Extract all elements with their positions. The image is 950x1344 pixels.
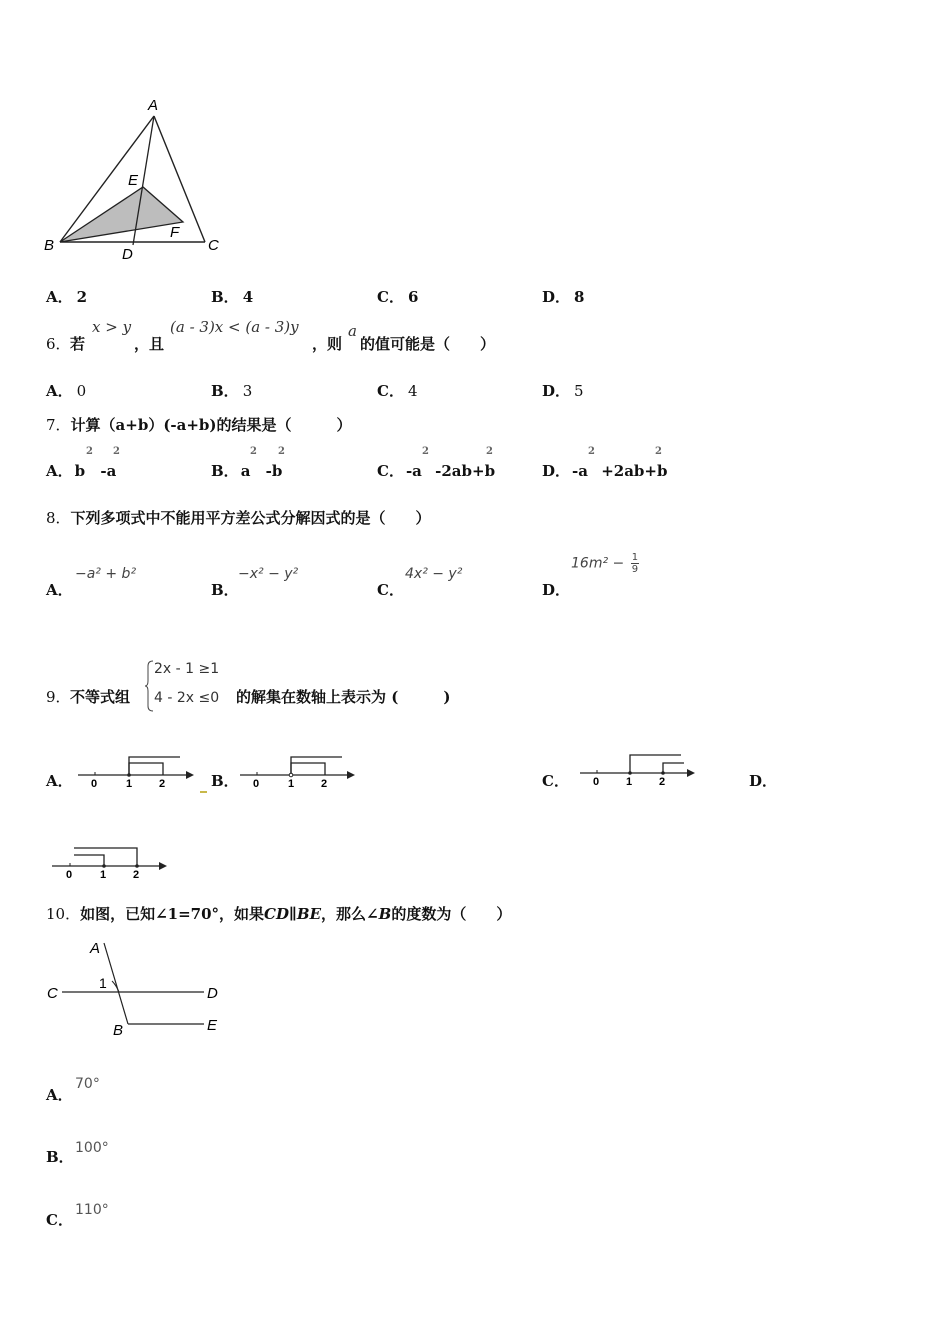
q6-cond2: (a - 3)x < (a - 3)y <box>170 318 299 336</box>
q5-option-b[interactable]: B． 4 <box>211 288 254 306</box>
q10-number: 10． <box>46 905 81 923</box>
q6-option-b[interactable]: B． 3 <box>211 382 253 400</box>
q6-option-c[interactable]: C． 4 <box>377 382 418 400</box>
brace-icon <box>144 660 154 712</box>
q8-number: 8． <box>46 509 71 527</box>
q7-option-c[interactable]: C． -a 2 -2ab+b 2 <box>377 446 496 480</box>
q8-option-c-expr: 4x² − y² <box>405 566 463 582</box>
q8-option-d-expr: 16m² − $\frac{1}{9}$ <box>571 552 639 575</box>
svg-text:0: 0 <box>253 778 260 790</box>
q10-option-b[interactable]: B． <box>46 1148 74 1166</box>
q10-option-c[interactable]: C． <box>46 1211 73 1229</box>
svg-text:2: 2 <box>321 778 328 790</box>
svg-text:1: 1 <box>288 778 295 790</box>
q5-option-c[interactable]: C． 6 <box>377 288 419 306</box>
q5-option-d[interactable]: D． 8 <box>542 288 585 306</box>
label-B: B <box>113 1022 124 1039</box>
q9-number: 9． <box>46 688 71 706</box>
svg-text:0: 0 <box>66 869 73 881</box>
q6-number: 6． <box>46 335 71 353</box>
q7-option-d[interactable]: D． -a 2 +2ab+b 2 <box>542 446 668 480</box>
q10-option-a[interactable]: A． <box>46 1086 73 1104</box>
label-D: D <box>122 246 133 263</box>
q6-option-a[interactable]: A． 0 <box>46 382 87 400</box>
label-C: C <box>47 985 58 1002</box>
q9-ineq-line1: 2x - 1 ≥1 <box>154 661 220 677</box>
fraction: $\frac{1}{9}$ <box>631 552 639 575</box>
svg-text:1: 1 <box>126 778 133 790</box>
q6-stem: 6． 若 x > y ，且 (a - 3)x < (a - 3)y ，则 a 的值可能是（ ） <box>46 318 496 353</box>
q10-option-c-value: 110° <box>75 1202 109 1218</box>
q5-option-a[interactable]: A． 2 <box>46 288 88 306</box>
q8-option-b[interactable]: B． <box>211 581 239 599</box>
q7-stem: 7．计算（a+b）(-a+b)的结果是（ ） <box>46 416 352 434</box>
triangle-figure <box>40 92 240 267</box>
q8-stem: 8．下列多项式中不能用平方差公式分解因式的是（ ） <box>46 509 431 527</box>
number-line-d <box>50 840 175 885</box>
svg-text:2: 2 <box>159 778 166 790</box>
q6-option-d[interactable]: D． 5 <box>542 382 584 400</box>
q8-option-c[interactable]: C． <box>377 581 404 599</box>
q8-option-d[interactable]: D． <box>542 581 571 599</box>
q6-var: a <box>348 322 357 340</box>
q7-number: 7． <box>46 416 71 434</box>
number-line-b <box>238 750 363 795</box>
q6-cond1: x > y <box>92 318 132 336</box>
q7-option-b[interactable]: B． a 2 -b 2 <box>211 446 285 480</box>
label-E: E <box>128 172 139 189</box>
label-C: C <box>208 237 219 254</box>
q9-option-c[interactable]: C． <box>542 772 569 790</box>
svg-text:0: 0 <box>593 776 600 788</box>
label-B: B <box>44 237 55 254</box>
q9-option-d[interactable]: D． <box>749 772 778 790</box>
label-1: 1 <box>99 975 107 991</box>
svg-text:2: 2 <box>133 869 140 881</box>
number-line-a <box>76 750 201 795</box>
q7-option-a[interactable]: A． b 2 -a 2 <box>46 446 120 480</box>
label-F: F <box>170 224 180 241</box>
q8-option-b-expr: −x² − y² <box>238 566 299 582</box>
label-A: A <box>148 97 159 114</box>
label-E: E <box>207 1017 218 1034</box>
label-D: D <box>207 985 218 1002</box>
svg-text:2: 2 <box>659 776 666 788</box>
q9-stem: 9． 不等式组 2x - 1 ≥1 4 - 2x ≤0 的解集在数轴上表示为 ( ) <box>46 658 646 718</box>
q10-stem: 10．如图，已知∠1=70°，如果CD∥BE，那么∠B的度数为（ ） <box>46 905 512 923</box>
number-line-c <box>578 748 703 793</box>
q9-ineq-line2: 4 - 2x ≤0 <box>154 690 220 706</box>
label-A: A <box>90 940 101 957</box>
q8-option-a[interactable]: A． <box>46 581 73 599</box>
shaded-triangle-bef <box>60 187 183 242</box>
svg-text:0: 0 <box>91 778 98 790</box>
q8-option-a-expr: −a² + b² <box>75 566 137 582</box>
parallel-lines-figure <box>44 935 234 1045</box>
stray-mark <box>200 791 207 793</box>
svg-text:1: 1 <box>626 776 633 788</box>
q9-option-a[interactable]: A． <box>46 772 73 790</box>
q9-option-b[interactable]: B． <box>211 772 239 790</box>
q10-option-a-value: 70° <box>75 1076 100 1092</box>
q10-option-b-value: 100° <box>75 1140 109 1156</box>
svg-text:1: 1 <box>100 869 107 881</box>
